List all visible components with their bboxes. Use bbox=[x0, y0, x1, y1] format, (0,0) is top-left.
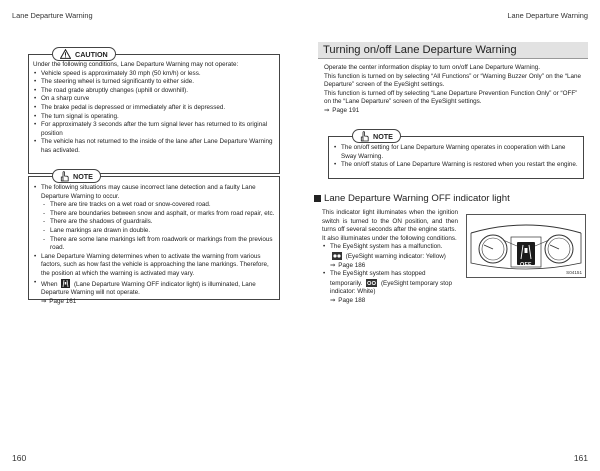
note-sub-item: - There are tire tracks on a wet road or snow-covered road. bbox=[43, 201, 277, 210]
note-sub-item: - There are the shadows of guardrails. bbox=[43, 218, 277, 227]
note-hand-icon bbox=[60, 171, 69, 182]
caution-item: • Vehicle speed is approximately 30 mph (50 km/h) or less. bbox=[33, 70, 277, 79]
section1-paragraph: This function is turned off by selecting “Lane Departure Prevention Function Only” or “OFF” on the “Lane Departure” screen of the EyeSight settings. bbox=[324, 89, 578, 106]
off-indicator-label: OFF bbox=[520, 262, 532, 268]
condition-text: The EyeSight system has stopped temporarily. bbox=[330, 270, 426, 287]
page-reference[interactable]: ⇒ Page 186 bbox=[330, 261, 366, 269]
caution-item: • The brake pedal is depressed or immediately after it is depressed. bbox=[33, 104, 277, 113]
section-title-turning-on-off: Turning on/off Lane Departure Warning bbox=[318, 42, 588, 59]
note-item bbox=[33, 184, 277, 253]
caution-item: • The steering wheel is turned significantly to either side. bbox=[33, 78, 277, 87]
figure-code: S04151 bbox=[566, 270, 582, 275]
page-reference[interactable]: ⇒ Page 188 bbox=[330, 296, 366, 304]
note-content-left bbox=[33, 184, 277, 306]
caution-item: • The turn signal is operating. bbox=[33, 113, 277, 122]
caution-content bbox=[33, 61, 277, 156]
note-item: • Lane Departure Warning determines when to activate the warning from various factors, such as how fast the vehicle is approaching the lane markings. Therefore, the position at which the warning is activated may vary. bbox=[33, 253, 277, 279]
section2-body bbox=[322, 209, 458, 306]
note-item: • The on/off status of Lane Departure Warning is restored when you restart the engine. bbox=[333, 161, 581, 170]
lane-departure-off-icon bbox=[61, 279, 70, 288]
note-item-text: When bbox=[41, 280, 58, 288]
section-marker-icon bbox=[314, 195, 321, 202]
page-reference-text: Page 191 bbox=[332, 106, 360, 114]
caution-item: • On a sharp curve bbox=[33, 95, 277, 104]
right-running-header: Lane Departure Warning bbox=[507, 11, 588, 20]
note-sub-item: - Lane markings are drawn in double. bbox=[43, 227, 277, 236]
condition-icon-label: (EyeSight temporary stop indicator: White) bbox=[330, 279, 452, 296]
section1-body bbox=[324, 64, 586, 116]
page-reference-text: Page 161 bbox=[49, 297, 77, 305]
caution-intro: Under the following conditions, Lane Departure Warning may not operate: bbox=[33, 61, 239, 68]
note-label: NOTE bbox=[73, 171, 93, 181]
note-content-right bbox=[333, 144, 581, 170]
section-title-off-indicator bbox=[314, 193, 510, 204]
note-hand-icon bbox=[360, 131, 369, 142]
page-reference[interactable]: ⇒ Page 161 bbox=[41, 297, 77, 305]
section2-paragraph: It also illuminates under the following conditions. bbox=[322, 234, 457, 242]
caution-label: CAUTION bbox=[75, 49, 108, 59]
section2-title-text: Lane Departure Warning OFF indicator light bbox=[324, 193, 510, 204]
indicator-figure bbox=[466, 214, 586, 278]
note-item: • The on/off setting for Lane Departure Warning operates in cooperation with Lane Sway Warning. bbox=[333, 144, 581, 161]
page-reference-text: Page 188 bbox=[338, 296, 366, 304]
note-item-text: (Lane Departure Warning OFF indicator light) is illuminated, Lane Departure Warning will not operate. bbox=[41, 280, 256, 297]
note-badge-left bbox=[52, 169, 101, 183]
caution-triangle-icon bbox=[60, 49, 71, 59]
condition-text: The EyeSight system has a malfunction. bbox=[330, 243, 443, 251]
condition-item bbox=[322, 270, 458, 305]
note-item bbox=[33, 279, 277, 298]
caution-item: • The vehicle has not returned to the inside of the lane after Lane Departure Warning has activated. bbox=[33, 138, 277, 155]
note-sub-item: - There are some lane markings left from roadwork or markings from the previous road. bbox=[43, 236, 277, 253]
caution-badge bbox=[52, 47, 116, 61]
note-label: NOTE bbox=[373, 131, 393, 141]
section1-paragraph: Operate the center information display to turn on/off Lane Departure Warning. bbox=[324, 64, 540, 71]
section2-paragraph: This indicator light illuminates when the ignition switch is turned to the ON position, and then turns off several seconds after the engine starts. bbox=[322, 209, 458, 234]
condition-icon-label: (EyeSight warning indicator: Yellow) bbox=[345, 252, 446, 260]
right-page-number: 161 bbox=[573, 453, 588, 463]
note-badge-right bbox=[352, 129, 401, 143]
left-page-number: 160 bbox=[12, 453, 27, 463]
eyesight-temporary-stop-icon bbox=[366, 279, 377, 287]
eyesight-warning-icon bbox=[332, 252, 342, 260]
note-sub-item: - There are boundaries between snow and asphalt, or marks from road repair, etc. bbox=[43, 210, 277, 219]
caution-item: • The road grade abruptly changes (uphill or downhill). bbox=[33, 87, 277, 96]
section1-paragraph: This function is turned on by selecting “All Functions” or “Warning Buzzer Only” on the “Lane Departure” screen of the EyeSight settings. bbox=[324, 72, 582, 89]
page-reference[interactable]: ⇒ Page 191 bbox=[324, 106, 360, 114]
condition-item bbox=[322, 243, 458, 270]
left-running-header: Lane Departure Warning bbox=[12, 11, 93, 20]
caution-item: • For approximately 3 seconds after the turn signal lever has returned to its original position bbox=[33, 121, 277, 138]
page-reference-text: Page 186 bbox=[338, 261, 366, 269]
note-item-text: The following situations may cause incorrect lane detection and a faulty Lane Departure Warning to occur. bbox=[41, 184, 256, 200]
